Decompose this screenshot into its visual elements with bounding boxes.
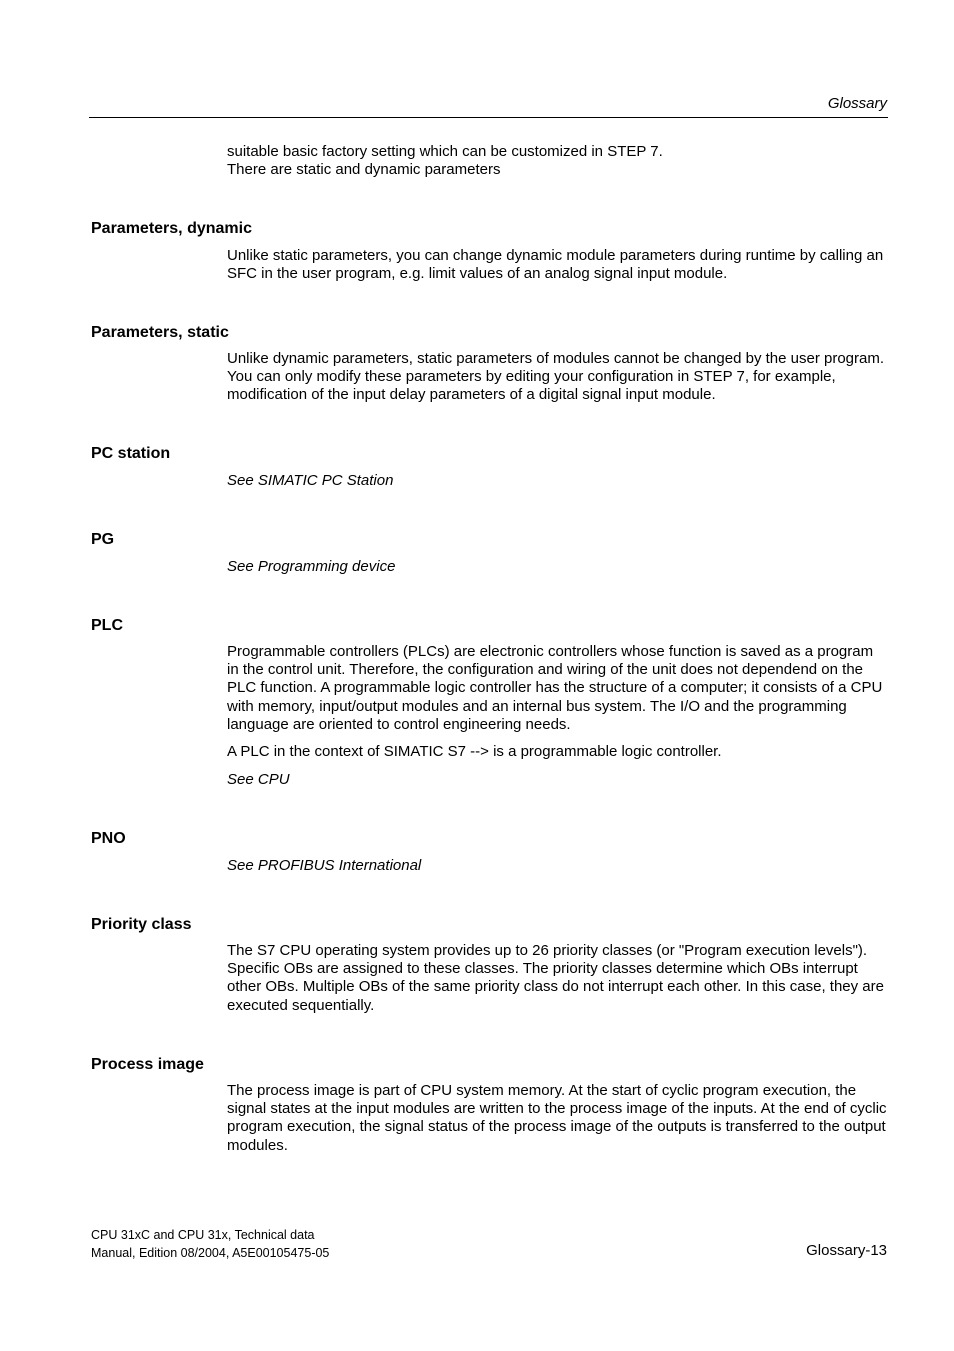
term-pc-station: PC station xyxy=(91,445,171,462)
footer-edition: Manual, Edition 08/2004, A5E00105475-05 xyxy=(91,1246,330,1260)
definition-parameters-static xyxy=(227,350,887,405)
intro-text-line2: There are static and dynamic parameters xyxy=(227,161,501,179)
step7-reference: STEP 7 xyxy=(693,368,745,386)
term-parameters-dynamic: Parameters, dynamic xyxy=(91,220,252,237)
definition-text-b: , for example, modification of the input delay parameters of a digital signal input module. xyxy=(227,368,836,404)
definition-text-a: Unlike dynamic parameters, static parameters of modules cannot be changed by the user program. You can only modify these parameters by editing your configuration in xyxy=(227,350,884,386)
see-reference-pc-station[interactable]: See SIMATIC PC Station xyxy=(227,472,394,489)
see-reference-plc[interactable]: See CPU xyxy=(227,771,290,788)
definition-parameters-dynamic: Unlike static parameters, you can change dynamic module parameters during runtime by calling an SFC in the user program, e.g. limit values of an analog signal input module. xyxy=(227,247,884,283)
definition-process-image: The process image is part of CPU system memory. At the start of cyclic program execution, the signal states at the input modules are written to the process image of the inputs. At the end of cyclic program execution, the signal status of the process image of the outputs is transferred to the output modules. xyxy=(227,1082,887,1154)
term-process-image: Process image xyxy=(91,1056,204,1073)
term-plc: PLC xyxy=(91,617,123,634)
footer-title: CPU 31xC and CPU 31x, Technical data xyxy=(91,1228,315,1242)
definition-plc: Programmable controllers (PLCs) are electronic controllers whose function is saved as a program in the control unit. Therefore, the configuration and wiring of the unit does not dependend on the PLC function. A programmable logic controller has the structure of a computer; it consists of a CPU with memory, input/output modules and an internal bus system. The I/O and the programming language are oriented to control engineering needs. xyxy=(227,643,883,733)
definition-plc-context: A PLC in the context of SIMATIC S7 --> is a programmable logic controller. xyxy=(227,743,722,760)
running-header: Glossary xyxy=(827,95,887,112)
term-parameters-static: Parameters, static xyxy=(91,324,229,341)
term-pg: PG xyxy=(91,531,115,548)
footer-document-info xyxy=(91,1226,329,1262)
page-number: Glossary-13 xyxy=(806,1242,887,1259)
intro-text-b: . xyxy=(658,143,663,160)
header-divider xyxy=(89,117,888,118)
see-reference-pno[interactable]: See PROFIBUS International xyxy=(227,857,422,874)
intro-paragraph xyxy=(227,143,887,179)
step7-reference: STEP 7 xyxy=(607,143,659,160)
see-reference-pg[interactable]: See Programming device xyxy=(227,558,396,575)
definition-priority-class: The S7 CPU operating system provides up to 26 priority classes (or "Program execution levels"). Specific OBs are assigned to these classes. The priority classes determine which OBs interrupt other OBs. Multiple OBs of the same priority class do not interrupt each other. In this case, they are executed sequentially. xyxy=(227,942,884,1014)
term-priority-class: Priority class xyxy=(91,916,192,933)
term-pno: PNO xyxy=(91,830,126,847)
intro-text-a: suitable basic factory setting which can be customized in xyxy=(227,143,608,160)
